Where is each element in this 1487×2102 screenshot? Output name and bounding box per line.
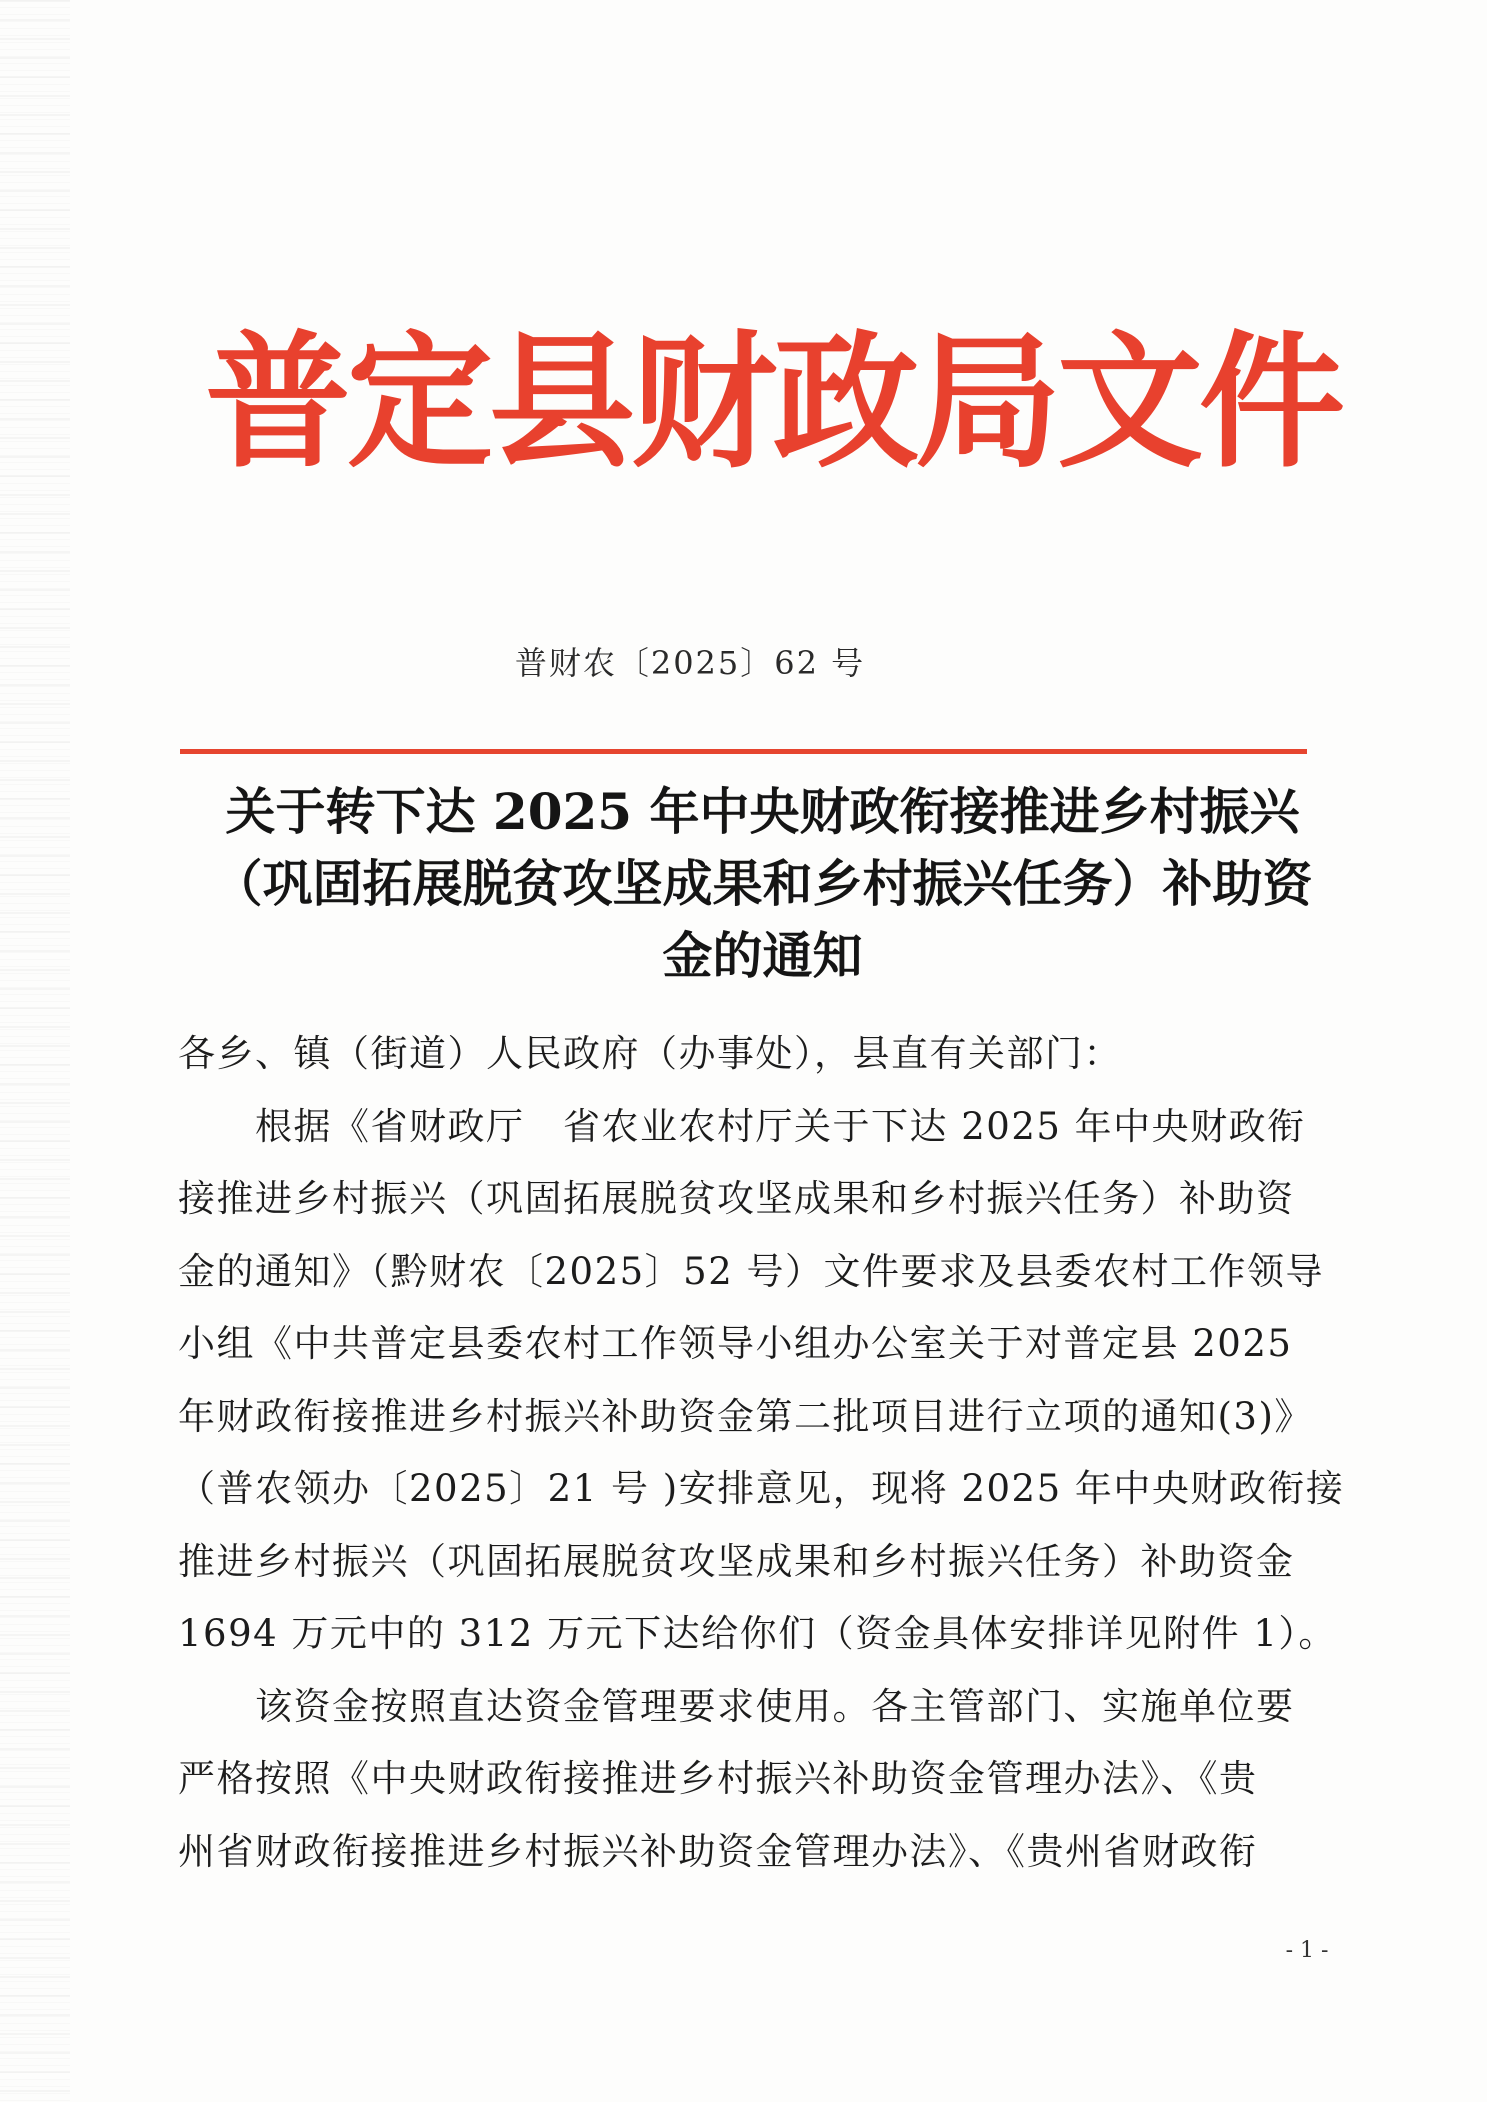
body-line: 金的通知》（黔财农〔2025〕52 号）文件要求及县委农村工作领导 [178,1249,1325,1293]
body-line: 年财政衔接推进乡村振兴补助资金第二批项目进行立项的通知(3)》 [178,1394,1313,1438]
body-line: 该资金按照直达资金管理要求使用。各主管部门、实施单位要 [178,1684,1295,1728]
notice-body [178,1018,1345,1888]
body-line: 推进乡村振兴（巩固拓展脱贫攻坚成果和乡村振兴任务）补助资金 [178,1539,1295,1583]
issuer-header-title: 普定县财政局文件 [205,317,1341,488]
notice-title [195,776,1330,992]
salutation: 各乡、镇（街道）人民政府（办事处），县直有关部门： [178,1032,1122,1075]
body-line: 小组《中共普定县委农村工作领导小组办公室关于对普定县 2025 [178,1322,1293,1365]
body-line: 州省财政衔接推进乡村振兴补助资金管理办法》、《贵州省财政衔 [178,1829,1258,1873]
body-line: 严格按照《中央财政衔接推进乡村振兴补助资金管理办法》、《贵 [178,1757,1258,1800]
scan-edge-artifact [0,0,70,2102]
document-number: 普财农〔2025〕62 号 [514,644,866,682]
notice-title-line-3: 金的通知 [662,926,863,985]
notice-title-line-1: 关于转下达 2025 年中央财政衔接推进乡村振兴 [225,782,1300,841]
body-line: 1694 万元中的 312 万元下达给你们（资金具体安排详见附件 1）。 [178,1612,1337,1655]
page-number: - 1 - [1285,1938,1329,1963]
body-line: 根据《省财政厅 省农业农村厅关于下达 2025 年中央财政衔 [178,1104,1306,1148]
body-line: （普农领办〔2025〕21 号 )安排意见，现将 2025 年中央财政衔接 [178,1467,1345,1510]
body-line: 接推进乡村振兴（巩固拓展脱贫攻坚成果和乡村振兴任务）补助资 [178,1177,1295,1220]
notice-title-line-2: （巩固拓展脱贫攻坚成果和乡村振兴任务）补助资 [212,854,1313,913]
red-divider-rule [180,749,1307,754]
